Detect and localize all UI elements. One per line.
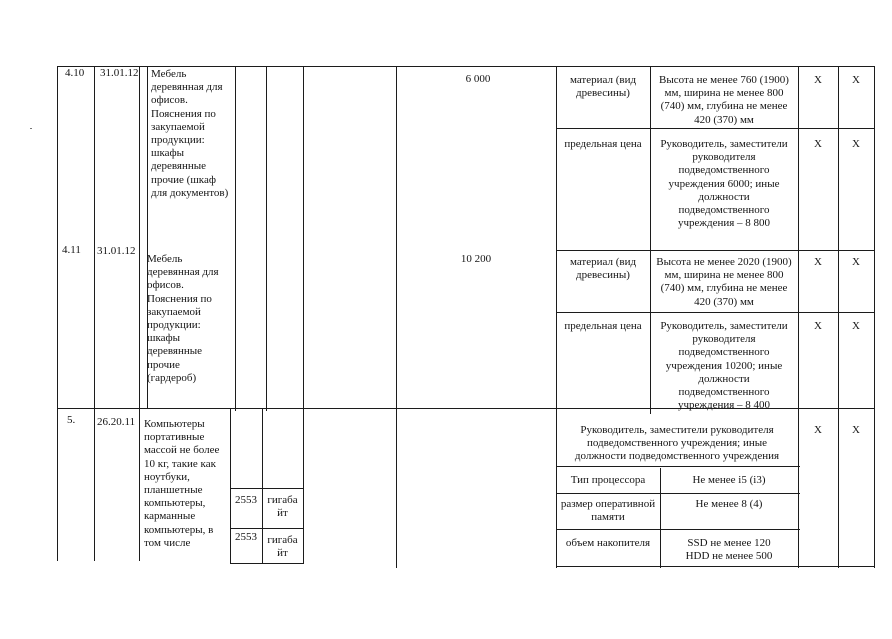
characteristic-value: Высота не менее 760 (1900) мм, ширина не менее 800 (740) мм, глубина не менее 420 (370) мм	[659, 74, 789, 126]
okpd-code: 31.01.12	[97, 245, 136, 257]
characteristic-name: предельная цена	[564, 320, 642, 332]
characteristic-name: объем накопителя	[565, 537, 651, 549]
characteristic-value: Не менее 8 (4)	[695, 498, 763, 510]
okpd-code: 26.20.11	[97, 416, 136, 428]
x-mark: X	[814, 138, 822, 150]
row-number: 5.	[67, 414, 76, 426]
position-header: Руководитель, заместители руководителя подведомственного учреждения; иные должности подведомственного учреждения	[574, 424, 780, 463]
item-description: Компьютеры портативные массой не более 10 кг, такие как ноутбуки, планшетные компьютеры, карманные компьютеры, в том числе	[144, 418, 220, 549]
x-mark: X	[814, 74, 822, 86]
characteristic-value: Высота не менее 2020 (1900) мм, ширина не менее 800 (740) мм, глубина не менее 420 (370) мм	[656, 256, 792, 308]
characteristic-value: Не менее i5 (i3)	[692, 474, 766, 486]
x-mark: X	[852, 74, 860, 86]
item-description: Мебель деревянная для офисов. Пояснения по закупаемой продукции: шкафы деревянные прочие (гардероб)	[147, 253, 219, 384]
price-value: 10 200	[460, 253, 492, 265]
okei-code: 2553	[235, 494, 257, 506]
x-mark: X	[852, 138, 860, 150]
okei-code: 2553	[235, 531, 257, 543]
characteristic-name: материал (вид древесины)	[569, 74, 637, 100]
unit-name: гигаба йт	[267, 534, 298, 560]
x-mark: X	[814, 424, 822, 436]
x-mark: X	[852, 424, 860, 436]
characteristic-name: материал (вид древесины)	[569, 256, 637, 282]
unit-name: гигаба йт	[267, 494, 298, 520]
characteristic-value: Руководитель, заместители руководителя подведомственного учреждения 6000; иные должности подведомственного учреждения – 8 800	[660, 138, 788, 230]
price-value: 6 000	[465, 73, 491, 85]
row-number: 4.10	[65, 67, 85, 79]
row-number: 4.11	[62, 244, 81, 256]
x-mark: X	[852, 256, 860, 268]
characteristic-value: SSD не менее 120 HDD не менее 500	[685, 537, 773, 563]
item-description: Мебель деревянная для офисов. Пояснения по закупаемой продукции: шкафы деревянные прочие (шкаф для документов)	[151, 68, 229, 199]
scan-speck	[30, 128, 32, 129]
okpd-code: 31.01.12	[100, 67, 139, 79]
characteristic-name: предельная цена	[564, 138, 642, 150]
x-mark: X	[814, 320, 822, 332]
characteristic-name: Тип процессора	[570, 474, 646, 486]
x-mark: X	[814, 256, 822, 268]
characteristic-name: размер оперативной памяти	[560, 498, 656, 524]
x-mark: X	[852, 320, 860, 332]
characteristic-value: Руководитель, заместители руководителя подведомственного учреждения 10200; иные должности подведомственного учреждения – 8 400	[660, 320, 788, 412]
